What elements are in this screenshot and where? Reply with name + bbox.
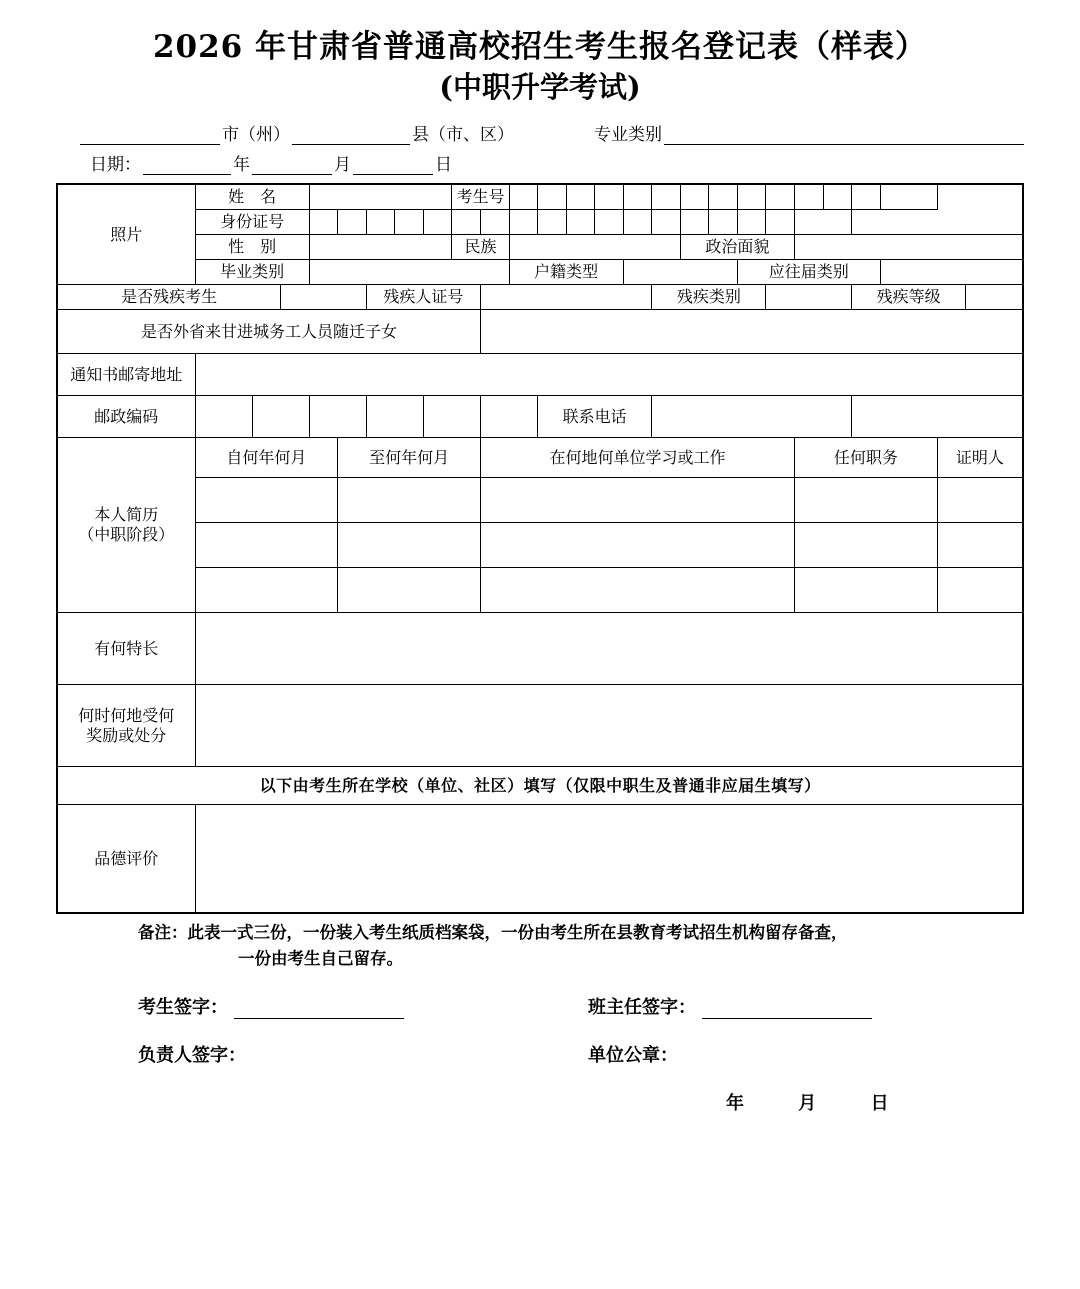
date-day-blank-field[interactable] <box>353 160 433 175</box>
supervisor-signature-label: 负责人签字： <box>138 1045 246 1067</box>
id-no-box[interactable] <box>395 210 424 235</box>
resume-label <box>57 438 195 613</box>
page-title: 2026 年甘肃省普通高校招生考生报名登记表（样表） <box>152 29 928 65</box>
county-label: 县（市、区） <box>412 125 514 146</box>
exam-no-box[interactable] <box>623 184 652 210</box>
date-label: 日期： <box>90 155 141 176</box>
resume-cell-from[interactable] <box>195 523 338 568</box>
political-status-value-field[interactable] <box>794 235 1022 260</box>
remark-line1: 备注：此表一式三份，一份装入考生纸质档案袋，一份由考生所在县教育考试招生机构留存备查， <box>138 922 848 942</box>
table-row-id-number <box>57 210 1023 235</box>
moral-eval-value-field[interactable] <box>195 805 1023 913</box>
resume-cell-position[interactable] <box>794 568 937 613</box>
award-label-line1: 何时何地受何 <box>78 705 175 725</box>
table-row-gender <box>57 235 1023 260</box>
resume-cell-to[interactable] <box>338 523 481 568</box>
mail-address-value-field[interactable] <box>195 354 1023 396</box>
disability-cert-label: 残疾人证号 <box>366 285 480 310</box>
household-type-label: 户籍类型 <box>509 260 623 285</box>
table-row-school-notice <box>57 767 1023 805</box>
major-category-label: 专业类别 <box>594 125 662 146</box>
grad-year-type-value-field[interactable] <box>880 260 1023 285</box>
page-subtitle: (中职升学考试) <box>439 69 641 104</box>
disability-level-value-field[interactable] <box>966 285 1023 310</box>
table-row-moral-eval <box>57 805 1023 913</box>
disabled-candidate-label: 是否残疾考生 <box>57 285 281 310</box>
city-label: 市（州） <box>222 125 290 146</box>
resume-cell-from[interactable] <box>195 478 338 523</box>
resume-cell-place[interactable] <box>480 523 794 568</box>
id-no-box[interactable] <box>680 210 709 235</box>
footer-date-year: 年 <box>726 1093 744 1115</box>
major-category-blank-field[interactable] <box>664 130 1024 145</box>
household-type-value-field[interactable] <box>623 260 737 285</box>
city-blank-field[interactable] <box>80 130 220 145</box>
resume-col-from: 自何年何月 <box>195 438 338 478</box>
candidate-signature-label: 考生签字： <box>138 997 228 1019</box>
resume-cell-place[interactable] <box>480 568 794 613</box>
disability-type-value-field[interactable] <box>766 285 852 310</box>
id-no-box[interactable] <box>509 210 538 235</box>
resume-col-to: 至何年何月 <box>338 438 481 478</box>
table-row-postcode-phone <box>57 396 1023 438</box>
header-fill-lines <box>0 120 1080 175</box>
disability-cert-value-field[interactable] <box>480 285 651 310</box>
school-fill-notice: 以下由考生所在学校（单位、社区）填写（仅限中职生及普通非应届生填写） <box>57 767 1023 805</box>
date-day-label: 日 <box>435 155 452 176</box>
graduation-type-value-field[interactable] <box>309 260 509 285</box>
resume-cell-witness[interactable] <box>937 478 1023 523</box>
exam-no-box[interactable] <box>680 184 709 210</box>
exam-no-box[interactable] <box>794 184 823 210</box>
award-label-line2: 奖励或处分 <box>86 725 167 745</box>
migrant-child-label: 是否外省来甘进城务工人员随迁子女 <box>57 310 480 354</box>
supervisor-signature-group <box>138 1041 588 1067</box>
table-row <box>57 568 1023 613</box>
grad-year-type-label: 应往届类别 <box>737 260 880 285</box>
moral-eval-label: 品德评价 <box>57 805 195 913</box>
id-no-box[interactable] <box>309 210 338 235</box>
resume-cell-from[interactable] <box>195 568 338 613</box>
date-year-blank-field[interactable] <box>143 160 231 175</box>
official-seal-group <box>588 1041 678 1067</box>
gender-value-field[interactable] <box>309 235 452 260</box>
signature-area <box>0 993 1080 1115</box>
exam-no-box[interactable] <box>737 184 766 210</box>
id-no-box[interactable] <box>366 210 395 235</box>
teacher-signature-label: 班主任签字： <box>588 997 696 1019</box>
exam-no-box[interactable] <box>652 184 681 210</box>
signature-row-2 <box>138 1041 1020 1067</box>
registration-form-table <box>56 183 1024 914</box>
resume-cell-to[interactable] <box>338 478 481 523</box>
resume-cell-position[interactable] <box>794 478 937 523</box>
resume-col-position: 任何职务 <box>794 438 937 478</box>
id-no-box[interactable] <box>766 210 795 235</box>
footer-date-month: 月 <box>798 1093 817 1115</box>
table-row-name <box>57 184 1023 210</box>
table-row-graduation-type <box>57 260 1023 285</box>
teacher-signature-line[interactable] <box>702 1003 872 1019</box>
signature-row-1 <box>138 993 1020 1019</box>
table-row-resume-header <box>57 438 1023 478</box>
exam-no-box[interactable] <box>823 184 852 210</box>
exam-no-box[interactable] <box>595 184 624 210</box>
specialty-value-field[interactable] <box>195 613 1023 685</box>
mail-address-label: 通知书邮寄地址 <box>57 354 195 396</box>
id-no-label: 身份证号 <box>195 210 309 235</box>
migrant-child-value-field[interactable] <box>480 310 1022 354</box>
candidate-signature-line[interactable] <box>234 1003 404 1019</box>
exam-no-box[interactable] <box>852 184 881 210</box>
id-no-box[interactable] <box>652 210 681 235</box>
name-label: 姓 名 <box>195 184 309 210</box>
exam-no-box[interactable] <box>880 184 937 210</box>
county-blank-field[interactable] <box>292 130 410 145</box>
table-row-mail-address <box>57 354 1023 396</box>
table-row-award <box>57 685 1023 767</box>
disability-level-label: 残疾等级 <box>852 285 966 310</box>
teacher-signature-group <box>588 993 872 1019</box>
table-row-specialty <box>57 613 1023 685</box>
postcode-box[interactable] <box>366 396 423 438</box>
phone-label: 联系电话 <box>538 396 652 438</box>
official-seal-label: 单位公章： <box>588 1045 678 1067</box>
postcode-box[interactable] <box>480 396 537 438</box>
date-year-label: 年 <box>233 155 250 176</box>
postcode-box[interactable] <box>423 396 480 438</box>
title-block <box>0 0 1080 106</box>
table-row <box>57 478 1023 523</box>
phone-value-field[interactable] <box>652 396 852 438</box>
exam-no-box[interactable] <box>566 184 595 210</box>
ethnicity-value-field[interactable] <box>509 235 680 260</box>
id-no-box[interactable] <box>338 210 367 235</box>
exam-no-box[interactable] <box>709 184 738 210</box>
exam-no-box[interactable] <box>538 184 567 210</box>
resume-col-place: 在何地何单位学习或工作 <box>480 438 794 478</box>
exam-no-label: 考生号 <box>452 184 509 210</box>
table-row-migrant-child <box>57 310 1023 354</box>
graduation-type-label: 毕业类别 <box>195 260 309 285</box>
header-date-row <box>80 150 1024 175</box>
exam-no-box[interactable] <box>509 184 538 210</box>
remark-block <box>0 920 1080 971</box>
postcode-box[interactable] <box>252 396 309 438</box>
phone-extra-field[interactable] <box>852 396 1023 438</box>
photo-cell[interactable]: 照片 <box>57 184 195 285</box>
postcode-label: 邮政编码 <box>57 396 195 438</box>
id-no-box[interactable] <box>566 210 595 235</box>
id-no-box[interactable] <box>794 210 851 235</box>
gender-label: 性 别 <box>195 235 309 260</box>
award-value-field[interactable] <box>195 685 1023 767</box>
resume-label-line2: （中职阶段） <box>78 525 175 545</box>
specialty-label: 有何特长 <box>57 613 195 685</box>
postcode-box[interactable] <box>309 396 366 438</box>
resume-cell-witness[interactable] <box>937 568 1023 613</box>
table-row <box>57 523 1023 568</box>
disabled-candidate-value-field[interactable] <box>281 285 367 310</box>
resume-cell-to[interactable] <box>338 568 481 613</box>
remark-line2: 一份由考生自己留存。 <box>238 948 403 968</box>
id-no-box[interactable] <box>423 210 452 235</box>
id-no-box[interactable] <box>623 210 652 235</box>
date-month-label: 月 <box>334 155 351 176</box>
resume-cell-position[interactable] <box>794 523 937 568</box>
exam-no-box[interactable] <box>766 184 795 210</box>
id-no-box[interactable] <box>709 210 738 235</box>
candidate-signature-group <box>138 993 588 1019</box>
id-no-box[interactable] <box>480 210 509 235</box>
date-month-blank-field[interactable] <box>252 160 332 175</box>
name-value-field[interactable] <box>309 184 452 210</box>
disability-type-label: 残疾类别 <box>652 285 766 310</box>
political-status-label: 政治面貌 <box>680 235 794 260</box>
postcode-box[interactable] <box>195 396 252 438</box>
award-label <box>57 685 195 767</box>
resume-cell-place[interactable] <box>480 478 794 523</box>
id-no-box[interactable] <box>452 210 481 235</box>
footer-date-day: 日 <box>870 1093 889 1115</box>
id-no-box[interactable] <box>538 210 567 235</box>
resume-label-line1: 本人简历 <box>94 505 159 525</box>
resume-cell-witness[interactable] <box>937 523 1023 568</box>
header-location-row <box>80 120 1024 145</box>
table-row-disability <box>57 285 1023 310</box>
id-no-box[interactable] <box>595 210 624 235</box>
footer-date-row <box>138 1089 1020 1115</box>
ethnicity-label: 民族 <box>452 235 509 260</box>
resume-col-witness: 证明人 <box>937 438 1023 478</box>
id-no-box[interactable] <box>737 210 766 235</box>
